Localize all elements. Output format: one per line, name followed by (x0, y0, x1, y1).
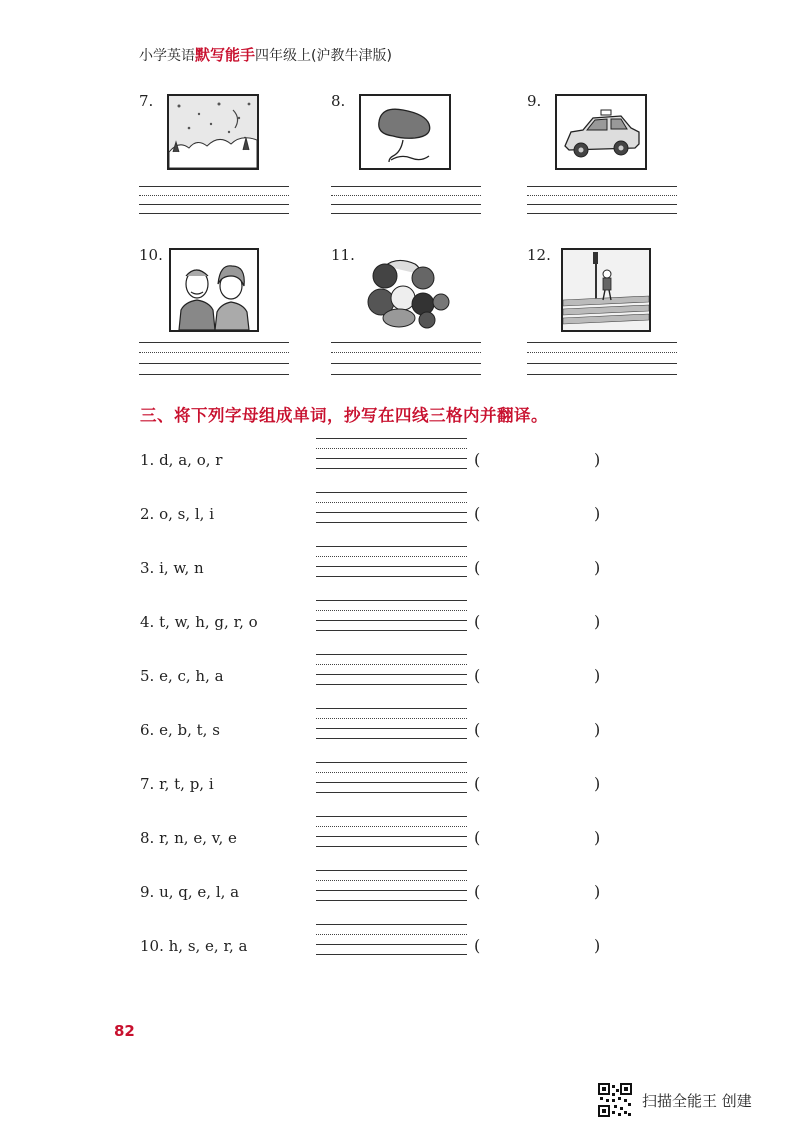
translation-paren-close: ) (594, 450, 601, 469)
letter-prompt: 5. e, c, h, a (140, 667, 224, 685)
translation-paren-open: ( (474, 828, 481, 847)
qr-code-icon (598, 1083, 632, 1117)
item-number: 9. (527, 92, 542, 110)
picture-item-8 (331, 92, 481, 214)
four-line-grid[interactable] (316, 924, 467, 954)
translation-paren-close: ) (594, 666, 601, 685)
four-line-grid[interactable] (316, 654, 467, 684)
exercise-row (0, 438, 800, 492)
four-line-grid[interactable] (316, 492, 467, 522)
exercise-row (0, 816, 800, 870)
four-line-grid[interactable] (316, 762, 467, 792)
four-line-grid[interactable] (316, 546, 467, 576)
exercise-row (0, 654, 800, 708)
translation-paren-open: ( (474, 558, 481, 577)
translation-paren-open: ( (474, 936, 481, 955)
snowy-night-picture (167, 94, 259, 170)
letter-prompt: 1. d, a, o, r (140, 451, 223, 469)
exercise-row (0, 762, 800, 816)
letter-prompt: 10. h, s, e, r, a (140, 937, 248, 955)
letter-prompt: 8. r, n, e, v, e (140, 829, 237, 847)
exercise-row (0, 708, 800, 762)
translation-paren-open: ( (474, 720, 481, 739)
translation-paren-close: ) (594, 882, 601, 901)
exercise-row (0, 600, 800, 654)
translation-paren-close: ) (594, 612, 601, 631)
taxi-picture (555, 94, 647, 170)
translation-paren-close: ) (594, 828, 601, 847)
four-line-grid[interactable] (316, 816, 467, 846)
page-number: 82 (114, 1022, 135, 1040)
writing-lines[interactable] (139, 342, 289, 378)
exercise-row (0, 492, 800, 546)
item-number: 8. (331, 92, 346, 110)
scanner-watermark (598, 1083, 752, 1117)
letter-prompt: 6. e, b, t, s (140, 721, 220, 739)
picture-item-12 (527, 246, 677, 380)
exercise-row (0, 870, 800, 924)
item-number: 12. (527, 246, 551, 264)
translation-paren-open: ( (474, 882, 481, 901)
four-line-grid[interactable] (316, 438, 467, 468)
picture-item-11 (331, 246, 481, 380)
letter-prompt: 9. u, q, e, l, a (140, 883, 240, 901)
header-prefix: 小学英语 (139, 48, 195, 64)
running-header (139, 44, 392, 65)
four-line-grid[interactable] (316, 870, 467, 900)
writing-lines[interactable] (527, 186, 677, 214)
letter-prompt: 7. r, t, p, i (140, 775, 214, 793)
section-three-title: 三、将下列字母组成单词，抄写在四线三格内并翻译。 (140, 406, 548, 425)
translation-paren-close: ) (594, 774, 601, 793)
bean-picture (359, 94, 451, 170)
translation-paren-close: ) (594, 936, 601, 955)
translation-paren-open: ( (474, 774, 481, 793)
translation-paren-close: ) (594, 558, 601, 577)
header-suffix: 四年级上(沪教牛津版) (255, 48, 392, 64)
translation-paren-open: ( (474, 450, 481, 469)
item-number: 10. (139, 246, 163, 264)
letter-prompt: 3. i, w, n (140, 559, 204, 577)
translation-paren-open: ( (474, 504, 481, 523)
translation-paren-open: ( (474, 666, 481, 685)
letter-prompt: 4. t, w, h, g, r, o (140, 613, 258, 631)
translation-paren-close: ) (594, 504, 601, 523)
translation-paren-close: ) (594, 720, 601, 739)
exercise-row (0, 924, 800, 978)
four-line-grid[interactable] (316, 600, 467, 630)
item-number: 11. (331, 246, 355, 264)
item-number: 7. (139, 92, 154, 110)
letter-prompt: 2. o, s, l, i (140, 505, 215, 523)
writing-lines[interactable] (527, 342, 677, 378)
picture-item-10 (139, 246, 289, 380)
writing-lines[interactable] (139, 186, 289, 214)
exercise-row (0, 546, 800, 600)
writing-lines[interactable] (331, 186, 481, 214)
watermark-text: 扫描全能王 创建 (642, 1091, 752, 1110)
grandparents-picture (169, 248, 259, 332)
fruit-picture (363, 248, 453, 332)
picture-item-9 (527, 92, 677, 214)
header-brand: 默写能手 (195, 46, 256, 64)
picture-item-7 (139, 92, 289, 214)
four-line-grid[interactable] (316, 708, 467, 738)
translation-paren-open: ( (474, 612, 481, 631)
crosswalk-picture (561, 248, 651, 332)
writing-lines[interactable] (331, 342, 481, 378)
